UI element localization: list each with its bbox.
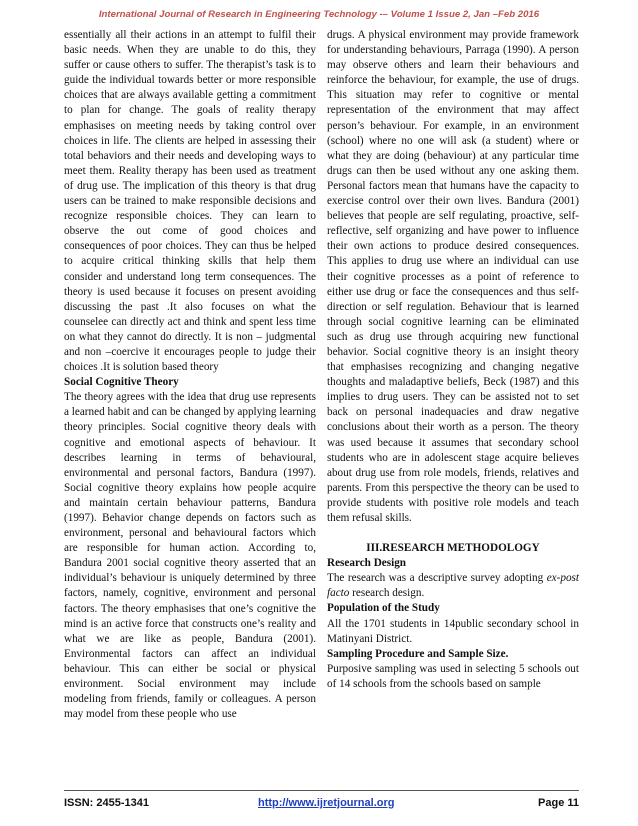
social-cognitive-theory-heading: Social Cognitive Theory — [64, 376, 179, 389]
page-number: Page 11 — [538, 797, 579, 809]
sampling-text: Purposive sampling was used in selecting 5 schools out of 14 schools from the schools based on sample — [327, 662, 579, 690]
research-methodology-heading: III.RESEARCH METHODOLOGY — [366, 542, 540, 555]
social-cognitive-theory-paragraph: The theory agrees with the idea that drug use represents a learned habit and can be changed by applying learning theory principles. Social cognitive theory deals with cognitive and emotional aspects of behaviour. It describes learning in terms of behavioural, environmental and personal factors, Bandura (1997). Social cognitive theory explains how people acquire and maintain certain behaviour patterns, Bandura (1997). Behavior change depends on factors such as environment, personal and behavioural factors which are responsible for human action. According to, Bandura 2001 social cognitive theory asserted that an individual’s behaviour is uniquely determined by three factors, namely, cognitive, environment and personal factors. The theory emphasises that one’s cognitive the mind is an active force that constructs one’s reality and what we are like as people, Bandura (2001). Environmental factors can affect an individual behaviour. This can either be social or physical environment. Social environment may include modeling from friends, family or colleagues. A person may model from these people who use — [64, 391, 316, 721]
research-design-italic: ex-post facto — [327, 572, 579, 600]
left-column — [64, 28, 316, 722]
footer-divider — [64, 790, 579, 791]
research-design-text-start: The research was a descriptive survey adopting — [327, 572, 547, 585]
reality-therapy-paragraph: essentially all their actions in an attempt to fulfil their basic needs. When they are unable to do this, they suffer or cause others to suffer. The therapist’s task is to guide the individual towards better or more responsible choices that are always available getting a commitment to plan for change. The goals of reality therapy emphasises on meeting needs by taking control over choices in life. The clients are helped in assessing their total behaviors and their needs and developing ways to meet them. Reality therapy has been used as treatment of drug use. The implication of this theory is that drug users can be trained to make responsible decisions and recognize responsible choices. They can learn to observe the out come of good choices and consequences of poor choices. They can thus be helped to acquire critical thinking skills that help them consider and understand long term consequences. The theory is used because it focuses on present avoiding discussing the past .It also focuses on what the counselee can directly act and think and spent less time on what they cannot do directly. It is non – judgmental and non –coercive it encourages people to judge their choices .It is solution based theory — [64, 29, 316, 374]
population-heading: Population of the Study — [327, 602, 440, 615]
research-design-heading: Research Design — [327, 557, 407, 570]
sampling-heading: Sampling Procedure and Sample Size. — [327, 647, 509, 660]
environment-paragraph: drugs. A physical environment may provide framework for understanding behaviours, Parraga (1990). A person may observe others and learn their behaviours and reinforce the behaviour, for example, the use of drugs. This situation may refer to cognitive or mental representation of the environment that may affect person’s behaviour. For example, in an environment (school) where no one will ask (a student) where or what they are doing (behaviour) at any particular time drugs can then be used without any one asking them. Personal factors mean that humans have the capacity to exercise control over their own lives. Bandura (2001) believes that people are self regulating, proactive, self-reflective, self organizing and have power to influence their own actions to produce desired consequences. This applies to drug use where an individual can use their cognitive processes as a point of reference to either use drug or face the consequences and thus self-direction or self regulation. Behaviour that is learned through social cognitive learning can be eliminated such as drug use through acquiring new functional behavior. Social cognitive theory is an insight theory that emphasises recognizing and changing negative thoughts and maladaptive beliefs, Beck (1987) and this implies to drug users. They can be assisted not to set back on personal inadequacies and draw negative conclusions about their worth as a person. The theory was used because it assumes that secondary school students who are in adolescent stage acquire believes about drug use from role models, friends, relatives and parents. From this perspective the theory can be used to provide students with positive role models and teach them refusal skills. — [327, 29, 579, 524]
journal-header: International Journal of Research in Engineering Technology -– Volume 1 Issue 2, Jan –Feb 2016 — [98, 9, 540, 20]
research-design-text — [327, 571, 579, 601]
footer-issn: ISSN: 2455-1341 — [64, 797, 149, 809]
population-text: All the 1701 students in 14public secondary school in Matinyani District. — [327, 617, 579, 645]
right-column — [327, 28, 579, 692]
research-design-text-end: research design. — [349, 587, 425, 600]
journal-url-link[interactable]: http://www.ijretjournal.org — [258, 797, 395, 809]
